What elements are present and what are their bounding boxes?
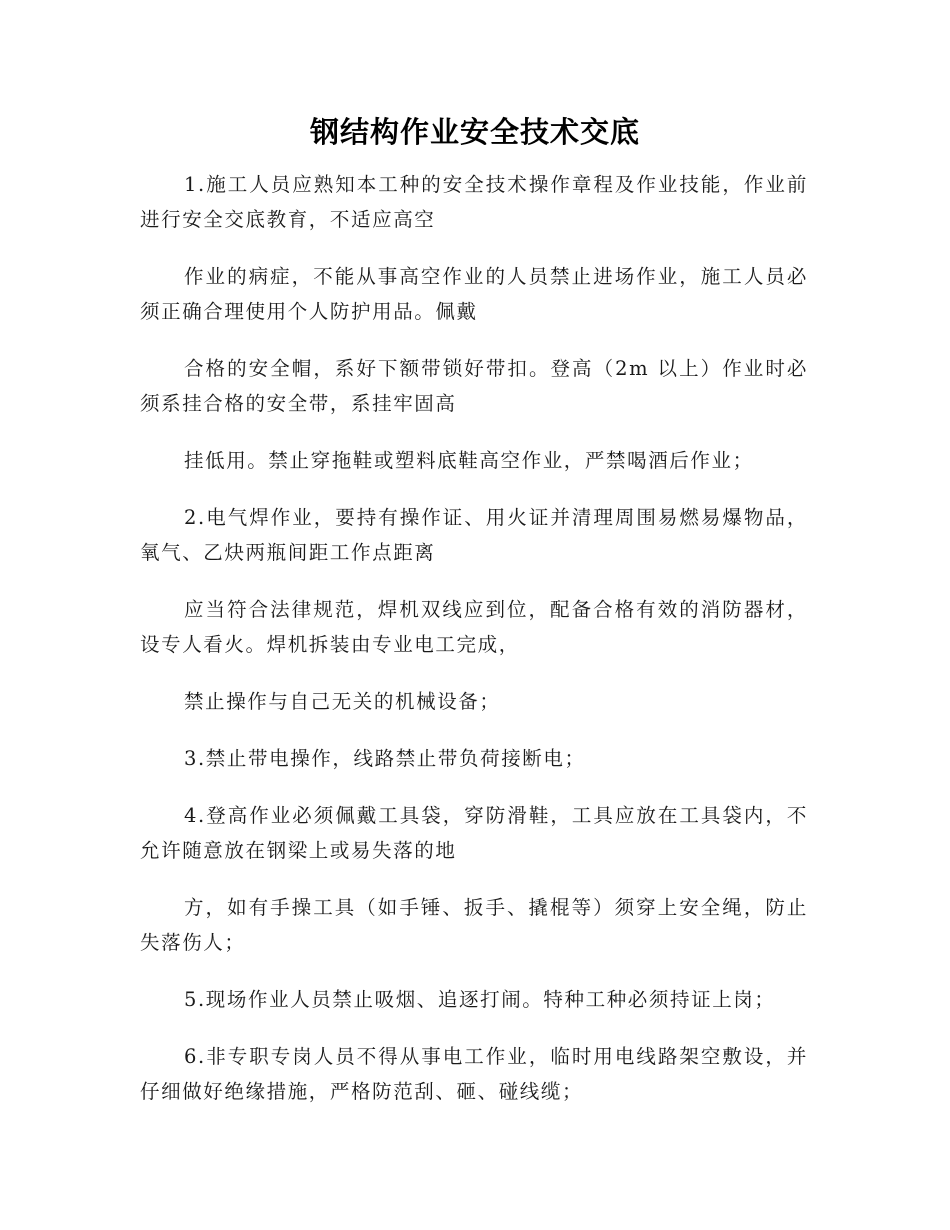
paragraph: 合格的安全帽，系好下额带锁好带扣。登高（2m 以上）作业时必须系挂合格的安全带，系挂牢固高 xyxy=(140,357,808,415)
paragraph: 挂低用。禁止穿拖鞋或塑料底鞋高空作业，严禁喝酒后作业； xyxy=(184,449,754,472)
paragraph: 2.电气焊作业，要持有操作证、用火证并清理周围易燃易爆物品，氧气、乙炔两瓶间距工作点距离 xyxy=(140,506,808,564)
paragraph: 6.非专职专岗人员不得从事电工作业，临时用电线路架空敷设，并仔细做好绝缘措施，严格防范刮、砸、碰线缆； xyxy=(140,1045,808,1103)
paragraph: 1.施工人员应熟知本工种的安全技术操作章程及作业技能，作业前进行安全交底教育，不适应高空 xyxy=(140,173,808,231)
paragraph: 禁止操作与自己无关的机械设备； xyxy=(184,690,501,713)
document-title: 钢结构作业安全技术交底 xyxy=(309,115,640,149)
paragraph: 3.禁止带电操作，线路禁止带负荷接断电； xyxy=(184,747,586,770)
paragraph: 应当符合法律规范，焊机双线应到位，配备合格有效的消防器材，设专人看火。焊机拆装由专业电工完成， xyxy=(140,598,808,656)
document-body xyxy=(140,167,808,1131)
paragraph: 方，如有手操工具（如手锤、扳手、撬棍等）须穿上安全绳，防止失落伤人； xyxy=(140,896,808,954)
paragraph: 作业的病症，不能从事高空作业的人员禁止进场作业，施工人员必须正确合理使用个人防护用品。佩戴 xyxy=(140,265,808,323)
paragraph: 4.登高作业必须佩戴工具袋，穿防滑鞋，工具应放在工具袋内，不允许随意放在钢梁上或易失落的地 xyxy=(140,804,808,862)
paragraph: 5.现场作业人员禁止吸烟、追逐打闹。特种工种必须持证上岗； xyxy=(184,988,776,1011)
